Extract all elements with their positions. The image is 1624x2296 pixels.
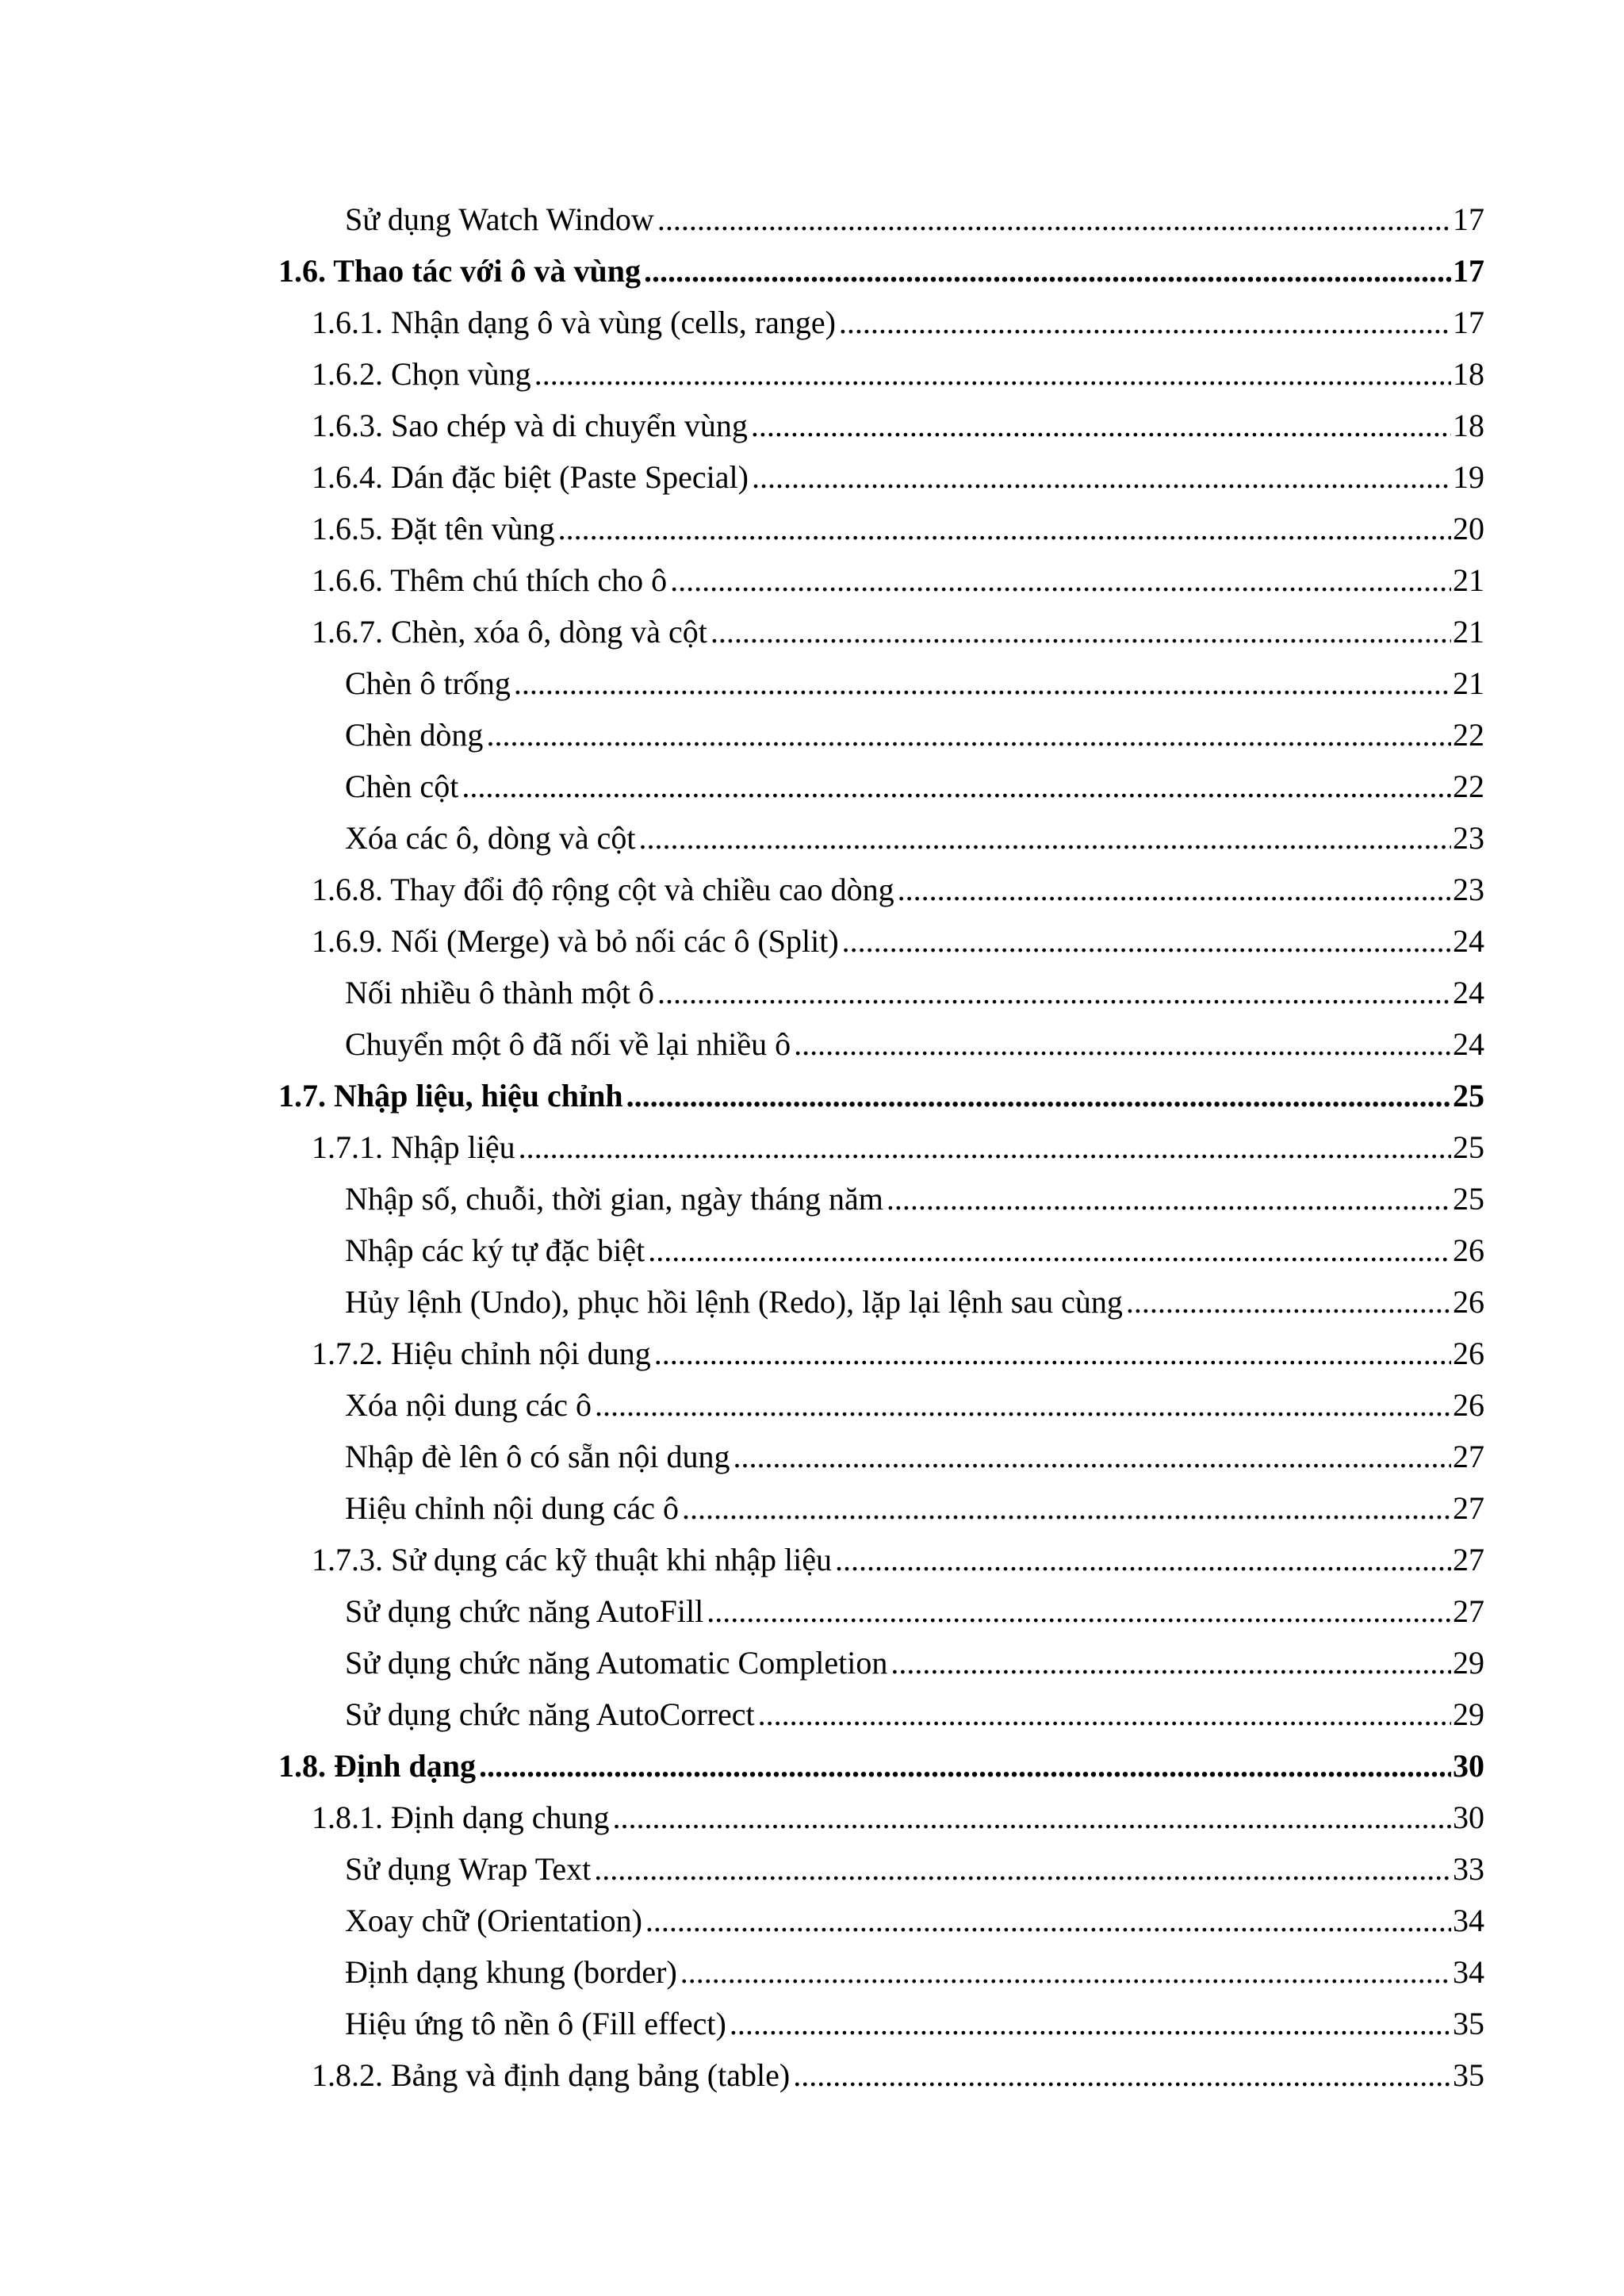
toc-entry-title: 1.7.2. Hiệu chỉnh nội dung [312, 1336, 651, 1371]
toc-entry-page-number: 29 [1453, 1645, 1484, 1681]
toc-entry[interactable] [0, 1223, 1484, 1274]
toc-entry-page-number: 23 [1453, 872, 1484, 907]
toc-entry[interactable] [0, 192, 1484, 243]
toc-entry-page-number: 35 [1453, 2057, 1484, 2093]
toc-entry-page-number: 18 [1453, 356, 1484, 392]
toc-entry[interactable] [0, 965, 1484, 1017]
toc-dot-leader [839, 304, 1451, 342]
toc-entry-title: Sử dụng chức năng Automatic Completion [345, 1645, 888, 1681]
toc-entry-title: 1.6.8. Thay đổi độ rộng cột và chiều cao dòng [312, 872, 894, 907]
toc-dot-leader [479, 1747, 1451, 1785]
toc-entry[interactable] [0, 295, 1484, 347]
toc-dot-leader [751, 407, 1451, 445]
toc-dot-leader [639, 819, 1451, 857]
toc-dot-leader [462, 768, 1451, 806]
toc-entry-title: Hiệu ứng tô nền ô (Fill effect) [345, 2006, 726, 2041]
toc-entry[interactable] [0, 604, 1484, 656]
toc-entry-page-number: 22 [1453, 769, 1484, 804]
toc-entry-title: Chèn dòng [345, 717, 484, 753]
toc-entry-page-number: 17 [1453, 201, 1484, 237]
toc-entry[interactable] [0, 811, 1484, 862]
toc-entry[interactable] [0, 914, 1484, 965]
toc-entry[interactable] [0, 759, 1484, 811]
toc-entry-page-number: 27 [1453, 1593, 1484, 1629]
toc-entry[interactable] [0, 1635, 1484, 1687]
toc-dot-leader [891, 1644, 1451, 1682]
toc-entry[interactable] [0, 501, 1484, 553]
toc-entry[interactable] [0, 707, 1484, 759]
toc-dot-leader [648, 1232, 1451, 1270]
toc-dot-leader [645, 1902, 1451, 1940]
toc-dot-leader [835, 1541, 1451, 1579]
toc-entry-page-number: 24 [1453, 1026, 1484, 1062]
toc-entry-page-number: 26 [1453, 1232, 1484, 1268]
toc-entry-title: Xóa các ô, dòng và cột [345, 820, 636, 856]
toc-entry-page-number: 20 [1453, 511, 1484, 546]
toc-entry-page-number: 18 [1453, 408, 1484, 443]
toc-entry-page-number: 21 [1453, 562, 1484, 598]
toc-entry-page-number: 30 [1453, 1748, 1484, 1784]
toc-dot-leader [887, 1180, 1451, 1218]
toc-entry-page-number: 26 [1453, 1387, 1484, 1423]
toc-entry[interactable] [0, 1378, 1484, 1429]
toc-dot-leader [657, 201, 1451, 239]
toc-entry[interactable] [0, 1120, 1484, 1171]
toc-entry-title: Sử dụng chức năng AutoCorrect [345, 1696, 755, 1732]
toc-dot-leader [558, 510, 1451, 548]
toc-entry-page-number: 27 [1453, 1542, 1484, 1577]
toc-entry-title: Nhập số, chuỗi, thời gian, ngày tháng năm [345, 1181, 883, 1217]
toc-entry[interactable] [0, 398, 1484, 450]
toc-entry-title: 1.6.1. Nhận dạng ô và vùng (cells, range) [312, 305, 836, 340]
toc-entry[interactable] [0, 450, 1484, 501]
toc-entry-title: Xoay chữ (Orientation) [345, 1903, 642, 1938]
toc-dot-leader [794, 1025, 1451, 1064]
toc-entry[interactable] [0, 1790, 1484, 1842]
toc-entry-title: Chèn ô trống [345, 665, 511, 701]
toc-entry-title: Nối nhiều ô thành một ô [345, 975, 654, 1010]
toc-entry[interactable] [0, 1738, 1484, 1790]
toc-dot-leader [594, 1850, 1451, 1888]
toc-entry[interactable] [0, 1842, 1484, 1893]
toc-entry[interactable] [0, 1481, 1484, 1532]
toc-entry-title: 1.6.3. Sao chép và di chuyển vùng [312, 408, 748, 443]
toc-entry-page-number: 22 [1453, 717, 1484, 753]
toc-entry[interactable] [0, 1584, 1484, 1635]
toc-entry-page-number: 25 [1453, 1078, 1484, 1114]
toc-entry-page-number: 26 [1453, 1284, 1484, 1320]
toc-entry-title: 1.7.3. Sử dụng các kỹ thuật khi nhập liệu [312, 1542, 833, 1577]
toc-entry-page-number: 34 [1453, 1903, 1484, 1938]
toc-entry[interactable] [0, 862, 1484, 914]
toc-entry-title: Sử dụng chức năng AutoFill [345, 1593, 704, 1629]
toc-entry-page-number: 26 [1453, 1336, 1484, 1371]
toc-entry-title: 1.6.5. Đặt tên vùng [312, 511, 555, 546]
toc-entry-title: 1.8.2. Bảng và định dạng bảng (table) [312, 2057, 791, 2093]
toc-entry-page-number: 17 [1453, 253, 1484, 289]
toc-entry-page-number: 24 [1453, 975, 1484, 1010]
toc-entry-title: 1.8.1. Định dạng chung [312, 1800, 610, 1835]
toc-entry[interactable] [0, 1996, 1484, 2048]
toc-entry-page-number: 23 [1453, 820, 1484, 856]
toc-dot-leader [595, 1386, 1451, 1424]
toc-entry-title: Hủy lệnh (Undo), phục hồi lệnh (Redo), lặp lại lệnh sau cùng [345, 1284, 1123, 1320]
toc-entry-title: 1.7. Nhập liệu, hiệu chỉnh [278, 1078, 623, 1114]
toc-dot-leader [613, 1799, 1451, 1837]
toc-entry-page-number: 25 [1453, 1129, 1484, 1165]
toc-entry-page-number: 25 [1453, 1181, 1484, 1217]
toc-entry-page-number: 17 [1453, 305, 1484, 340]
toc-entry-title: Nhập các ký tự đặc biệt [345, 1232, 645, 1268]
toc-entry-title: Xóa nội dung các ô [345, 1387, 592, 1423]
toc-dot-leader [752, 458, 1451, 496]
toc-dot-leader [534, 355, 1451, 393]
toc-dot-leader [682, 1489, 1451, 1527]
toc-entry-title: 1.6. Thao tác với ô và vùng [278, 253, 642, 289]
toc-dot-leader [657, 974, 1451, 1012]
toc-entry-title: Sử dụng Watch Window [345, 201, 654, 237]
toc-entry[interactable] [0, 1326, 1484, 1378]
toc-dot-leader [898, 871, 1451, 909]
toc-entry-page-number: 34 [1453, 1954, 1484, 1990]
toc-dot-leader [707, 1593, 1451, 1631]
toc-entry-title: Sử dụng Wrap Text [345, 1851, 592, 1887]
toc-dot-leader [519, 1129, 1451, 1167]
toc-dot-leader [710, 613, 1451, 651]
toc-dot-leader [680, 1953, 1451, 1991]
toc-entry-title: 1.6.6. Thêm chú thích cho ô [312, 562, 668, 598]
toc-entry-title: 1.7.1. Nhập liệu [312, 1129, 515, 1165]
toc-entry[interactable] [0, 243, 1484, 295]
toc-entry-title: 1.6.2. Chọn vùng [312, 356, 531, 392]
toc-entry[interactable] [0, 1274, 1484, 1326]
toc-entry-page-number: 24 [1453, 923, 1484, 959]
toc-entry-title: 1.6.4. Dán đặc biệt (Paste Special) [312, 459, 749, 495]
toc-entry[interactable] [0, 1532, 1484, 1584]
table-of-contents [0, 192, 1624, 2099]
toc-entry-title: Chuyển một ô đã nối về lại nhiều ô [345, 1026, 791, 1062]
toc-entry[interactable] [0, 1171, 1484, 1223]
toc-entry-page-number: 33 [1453, 1851, 1484, 1887]
toc-dot-leader [670, 562, 1451, 600]
toc-dot-leader [758, 1696, 1451, 1734]
toc-entry-page-number: 30 [1453, 1800, 1484, 1835]
toc-dot-leader [842, 922, 1451, 960]
toc-entry[interactable] [0, 1017, 1484, 1068]
toc-dot-leader [644, 252, 1451, 290]
toc-dot-leader [793, 2056, 1451, 2095]
toc-dot-leader [626, 1077, 1451, 1115]
toc-entry-page-number: 21 [1453, 665, 1484, 701]
toc-entry[interactable] [0, 2048, 1484, 2099]
toc-entry-title: 1.8. Định dạng [278, 1748, 476, 1784]
toc-entry[interactable] [0, 1687, 1484, 1738]
toc-dot-leader [730, 2005, 1451, 2043]
toc-dot-leader [654, 1335, 1451, 1373]
toc-entry[interactable] [0, 656, 1484, 707]
toc-dot-leader [514, 665, 1451, 703]
toc-dot-leader [1126, 1283, 1451, 1321]
toc-entry[interactable] [0, 553, 1484, 604]
toc-entry[interactable] [0, 347, 1484, 398]
toc-entry-title: 1.6.9. Nối (Merge) và bỏ nối các ô (Split) [312, 923, 839, 959]
toc-entry-page-number: 29 [1453, 1696, 1484, 1732]
toc-entry-page-number: 19 [1453, 459, 1484, 495]
toc-entry[interactable] [0, 1893, 1484, 1945]
toc-entry[interactable] [0, 1429, 1484, 1481]
toc-entry-title: Chèn cột [345, 769, 459, 804]
toc-dot-leader [733, 1438, 1451, 1476]
toc-entry-title: Nhập đè lên ô có sẵn nội dung [345, 1439, 730, 1474]
toc-entry-page-number: 21 [1453, 614, 1484, 650]
toc-entry-page-number: 35 [1453, 2006, 1484, 2041]
toc-entry-title: Hiệu chỉnh nội dung các ô [345, 1490, 679, 1526]
toc-dot-leader [486, 716, 1451, 754]
toc-entry-title: 1.6.7. Chèn, xóa ô, dòng và cột [312, 614, 707, 650]
toc-entry-title: Định dạng khung (border) [345, 1954, 677, 1990]
toc-entry[interactable] [0, 1945, 1484, 1996]
toc-entry-page-number: 27 [1453, 1439, 1484, 1474]
toc-entry-page-number: 27 [1453, 1490, 1484, 1526]
toc-entry[interactable] [0, 1068, 1484, 1120]
